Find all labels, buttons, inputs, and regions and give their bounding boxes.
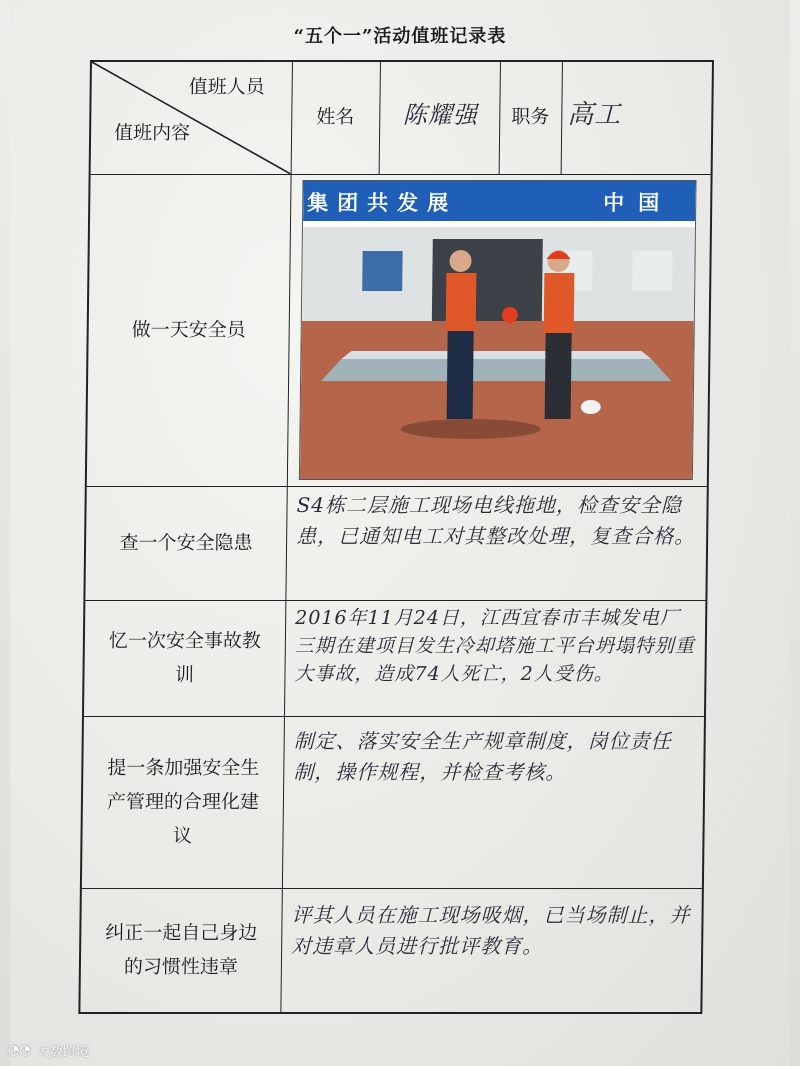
- row-label-suggestion: [82, 716, 284, 888]
- row-label-safety-officer: 做一天安全员: [131, 319, 246, 341]
- watermark: [8, 1041, 89, 1060]
- duty-content-label: 值班内容: [113, 122, 191, 144]
- row-label-line: 的习惯性违章: [123, 956, 239, 978]
- row-label-correction: [80, 888, 282, 1012]
- banner-text-right: 中国: [603, 191, 674, 215]
- hazard-content: S4栋二层施工现场电线拖地，检查安全隐患，已通知电工对其整改处理，复查合格。: [296, 493, 696, 548]
- row-label-accident: [84, 600, 285, 716]
- position-handwritten: 高工: [567, 100, 622, 130]
- name-handwritten: 陈耀强: [402, 101, 478, 129]
- row-label-line: 训: [174, 664, 195, 686]
- duty-photo-image: [300, 181, 696, 479]
- suggestion-content: 制定、落实安全生产规章制度，岗位责任制，操作规程，并检查考核。: [293, 729, 672, 784]
- watermark-logo-icon: ◔◔: [8, 1043, 31, 1058]
- accident-content: 2016年11月24日，江西宜春市丰城发电厂三期在建项目发生冷却塔施工平台坍塌特别重大事故，造成74人死亡，2人受伤。: [294, 607, 695, 685]
- row-label-line: 议: [172, 825, 193, 847]
- duty-staff-label: 值班人员: [188, 76, 265, 98]
- record-table: [78, 60, 714, 1014]
- correction-content: 评其人员在施工现场吸烟，已当场制止，并对违章人员进行批评教育。: [291, 903, 691, 958]
- watermark-text: 大数跨境: [36, 1045, 89, 1060]
- position-label: 职务: [511, 106, 550, 128]
- document-title: “五个一”活动值班记录表: [293, 26, 507, 47]
- duty-photo: [299, 180, 697, 480]
- row-label-hazard: 查一个安全隐患: [119, 532, 253, 554]
- row-label-line: 提一条加强安全生: [107, 757, 260, 779]
- row-label-line: 产管理的合理化建: [106, 791, 260, 813]
- row-label-line: 纠正一起自己身边: [105, 922, 258, 944]
- row-label-line: 忆一次安全事故教: [108, 630, 262, 652]
- name-label: 姓名: [316, 106, 355, 128]
- banner-text-left: 集团共发展: [307, 191, 458, 215]
